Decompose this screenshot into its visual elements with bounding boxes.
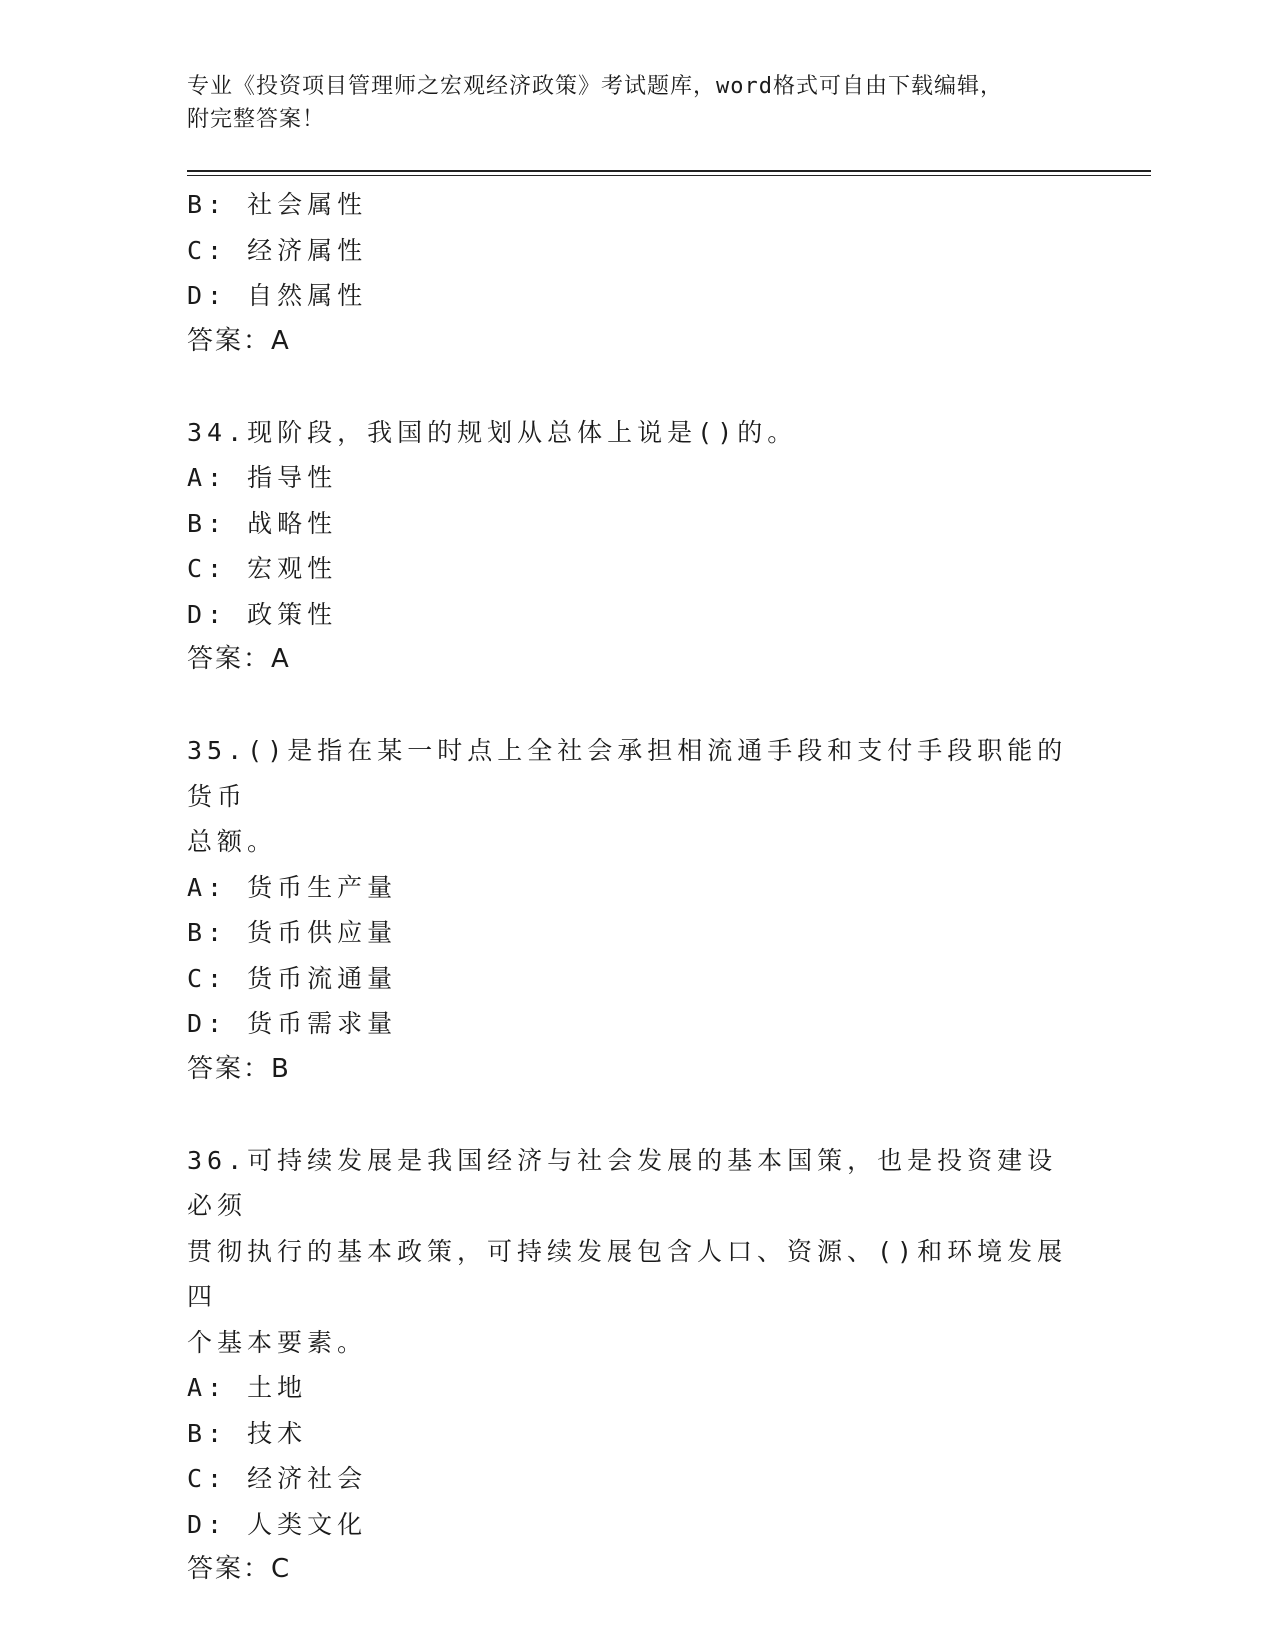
option-d: D: 货币需求量 [187, 1009, 398, 1038]
option-b: B: 社会属性 [187, 190, 368, 219]
option-b: B: 货币供应量 [187, 918, 398, 947]
option-c: C: 经济属性 [187, 235, 368, 265]
header-line-2: 附完整答案！ [187, 107, 326, 132]
option-c: C: 经济社会 [187, 1464, 368, 1493]
stem-line: 个基本要素。 [187, 1327, 368, 1357]
stem-line: 贯彻执行的基本政策，可持续发展包含人口、资源、()和环境发展四 [187, 1236, 1068, 1311]
option-a: A: 指导性 [187, 463, 338, 492]
option-c: C: 宏观性 [187, 554, 338, 583]
stem-line: 总额。 [187, 827, 278, 856]
document-header [187, 70, 1067, 136]
question-list [187, 182, 1147, 1592]
stem-line: 36.可持续发展是我国经济与社会发展的基本国策，也是投资建设必须 [187, 1145, 1058, 1220]
stem-line: 35.()是指在某一时点上全社会承担相流通手段和支付手段职能的货币 [187, 736, 1068, 811]
option-c: C: 货币流通量 [187, 963, 398, 993]
option-d: D: 自然属性 [187, 281, 368, 310]
question-34 [187, 410, 1147, 683]
answer-line: 答案：A [187, 325, 291, 356]
header-line-1: 专业《投资项目管理师之宏观经济政策》考试题库，word格式可自由下载编辑， [187, 74, 1003, 99]
header-divider [187, 170, 1151, 176]
question-stem [187, 1138, 1087, 1366]
option-b: B: 战略性 [187, 508, 338, 538]
answer-line: 答案：B [187, 1053, 291, 1084]
option-d: D: 政策性 [187, 599, 338, 629]
option-b: B: 技术 [187, 1418, 308, 1448]
question-35 [187, 728, 1147, 1092]
answer-line: 答案：C [187, 1554, 292, 1584]
question-stem [187, 728, 1087, 865]
question-stem [187, 410, 1087, 456]
question-36 [187, 1138, 1147, 1593]
option-a: A: 货币生产量 [187, 872, 398, 902]
option-d: D: 人类文化 [187, 1509, 368, 1539]
document-page [187, 70, 1147, 1592]
stem-line: 34.现阶段，我国的规划从总体上说是()的。 [187, 417, 798, 447]
answer-line: 答案：A [187, 644, 291, 674]
option-a: A: 土地 [187, 1373, 308, 1402]
question-33-continued [187, 182, 1147, 364]
